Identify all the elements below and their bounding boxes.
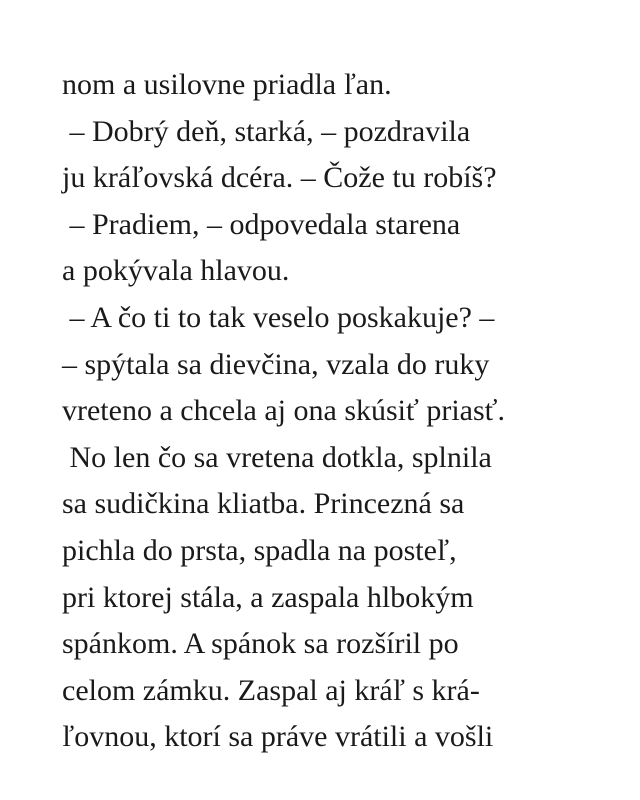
text-line-7: – spýtala sa dievčina, vzala do ruky <box>62 347 490 381</box>
text-line-15: ľovnou, ktorí sa práve vrátili a vošli <box>62 720 494 754</box>
text-line-3: ju kráľovská dcéra. – Čože tu robíš? <box>62 161 497 195</box>
story-text <box>62 62 632 761</box>
text-line-10: sa sudičkina kliatba. Princezná sa <box>62 487 465 521</box>
text-line-1: nom a usilovne priadla ľan. <box>62 68 392 101</box>
text-line-13: spánkom. A spánok sa rozšíril po <box>62 627 459 661</box>
text-line-14: celom zámku. Zaspal aj kráľ s krá- <box>62 673 480 707</box>
text-line-4: – Pradiem, – odpovedala starena <box>62 207 461 241</box>
text-line-8: vreteno a chcela aj ona skúsiť priasť. <box>62 394 505 428</box>
text-line-5: a pokývala hlavou. <box>62 254 290 288</box>
text-line-6: – A čo ti to tak veselo poskakuje? – <box>62 300 495 334</box>
text-line-11: pichla do prsta, spadla na posteľ, <box>62 533 457 567</box>
text-line-2: – Dobrý deň, starká, – pozdravila <box>62 114 471 148</box>
text-line-9: No len čo sa vretena dotkla, splnila <box>62 440 492 474</box>
text-line-12: pri ktorej stála, a zaspala hlbokým <box>62 580 474 614</box>
